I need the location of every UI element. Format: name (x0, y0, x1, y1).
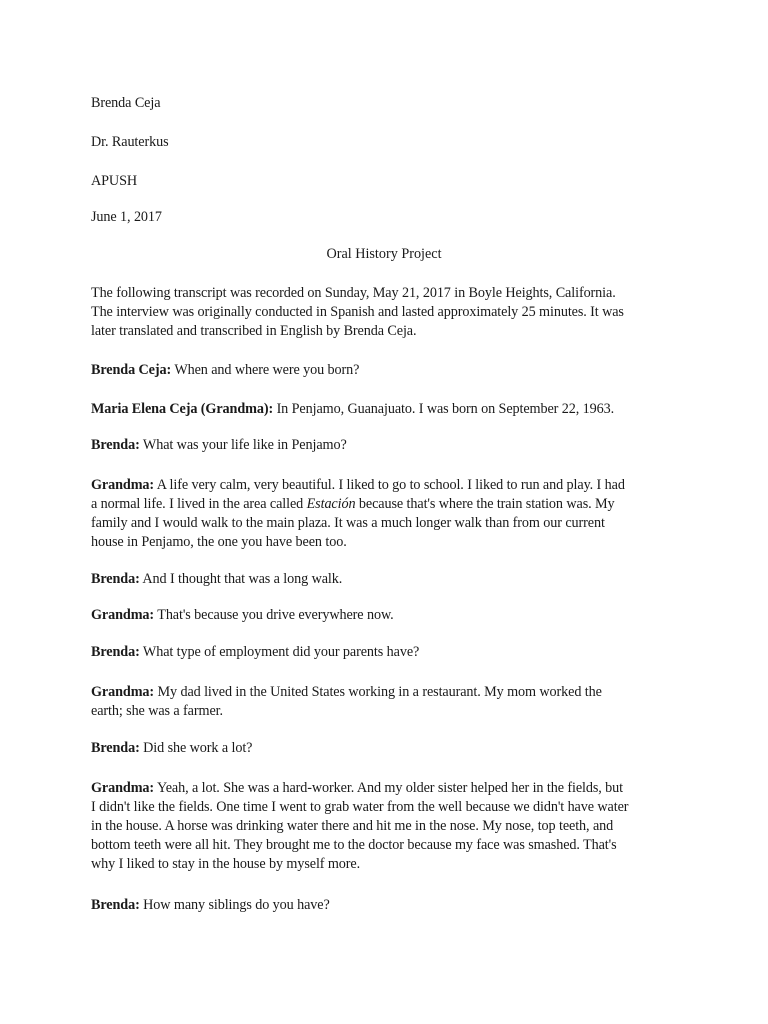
dialogue-text: What was your life like in Penjamo? (142, 437, 347, 453)
dialogue-text: My dad lived in the United States working in a restaurant. My mom worked the (157, 684, 602, 700)
speaker-label: Grandma: (91, 684, 155, 700)
dialogue-text: house in Penjamo, the one you have been too. (91, 534, 347, 550)
student-name: Brenda Ceja (91, 95, 161, 111)
course-name: APUSH (91, 173, 138, 189)
speaker-label: Grandma: (91, 780, 155, 796)
speaker-label: Brenda: (91, 571, 140, 587)
speaker-label: Grandma: (91, 477, 155, 493)
dialogue-text: a normal life. I lived in the area called (91, 496, 307, 512)
intro-line: The following transcript was recorded on Sunday, May 21, 2017 in Boyle Heights, California. (91, 285, 616, 301)
dialogue-entry (91, 896, 681, 915)
speaker-label: Maria Elena Ceja (Grandma): (91, 401, 274, 417)
dialogue-entry (91, 361, 681, 380)
dialogue-text: A life very calm, very beautiful. I liked to go to school. I liked to run and play. I had (156, 477, 625, 493)
dialogue-entry (91, 606, 681, 625)
dialogue-entry (91, 570, 681, 589)
speaker-label: Brenda: (91, 437, 140, 453)
dialogue-text: In Penjamo, Guanajuato. I was born on September 22, 1963. (276, 401, 615, 417)
emphasis-text: Estación (306, 496, 356, 512)
dialogue-text: bottom teeth were all hit. They brought me to the doctor because my face was smashed. That's (91, 837, 617, 853)
intro-paragraph (91, 284, 681, 341)
speaker-label: Brenda: (91, 897, 140, 913)
dialogue-text: family and I would walk to the main plaza. It was a much longer walk than from our current (91, 515, 605, 531)
dialogue-entry (91, 643, 681, 662)
dialogue-entry (91, 683, 681, 721)
dialogue-text: earth; she was a farmer. (91, 703, 223, 719)
speaker-label: Brenda: (91, 644, 140, 660)
dialogue-entry (91, 779, 681, 874)
dialogue-entry (91, 400, 681, 419)
dialogue-text: What type of employment did your parents have? (142, 644, 420, 660)
dialogue-text: When and where were you born? (174, 362, 360, 378)
dialogue-text: And I thought that was a long walk. (142, 571, 343, 587)
dialogue-text: Yeah, a lot. She was a hard-worker. And my older sister helped her in the fields, but (156, 780, 623, 796)
speaker-label: Brenda Ceja: (91, 362, 172, 378)
dialogue-text: because that's where the train station was. My (355, 496, 615, 512)
dialogue-text: How many siblings do you have? (143, 897, 330, 913)
intro-line: The interview was originally conducted in Spanish and lasted approximately 25 minutes. It was (91, 304, 624, 320)
dialogue-entry (91, 476, 681, 552)
dialogue-text: Did she work a lot? (143, 740, 253, 756)
speaker-label: Grandma: (91, 607, 155, 623)
dialogue-entry (91, 436, 681, 455)
dialogue-text: I didn't like the fields. One time I went to grab water from the well because we didn't have water (91, 799, 629, 815)
dialogue-text: That's because you drive everywhere now. (157, 607, 394, 623)
document-title: Oral History Project (326, 246, 442, 262)
dialogue-text: why I liked to stay in the house by myself more. (91, 856, 361, 872)
intro-line: later translated and transcribed in English by Brenda Ceja. (91, 323, 417, 339)
document-date: June 1, 2017 (91, 209, 162, 225)
teacher-name: Dr. Rauterkus (91, 134, 169, 150)
dialogue-text: in the house. A horse was drinking water there and hit me in the nose. My nose, top teeth, and (91, 818, 614, 834)
speaker-label: Brenda: (91, 740, 140, 756)
dialogue-entry (91, 739, 681, 758)
